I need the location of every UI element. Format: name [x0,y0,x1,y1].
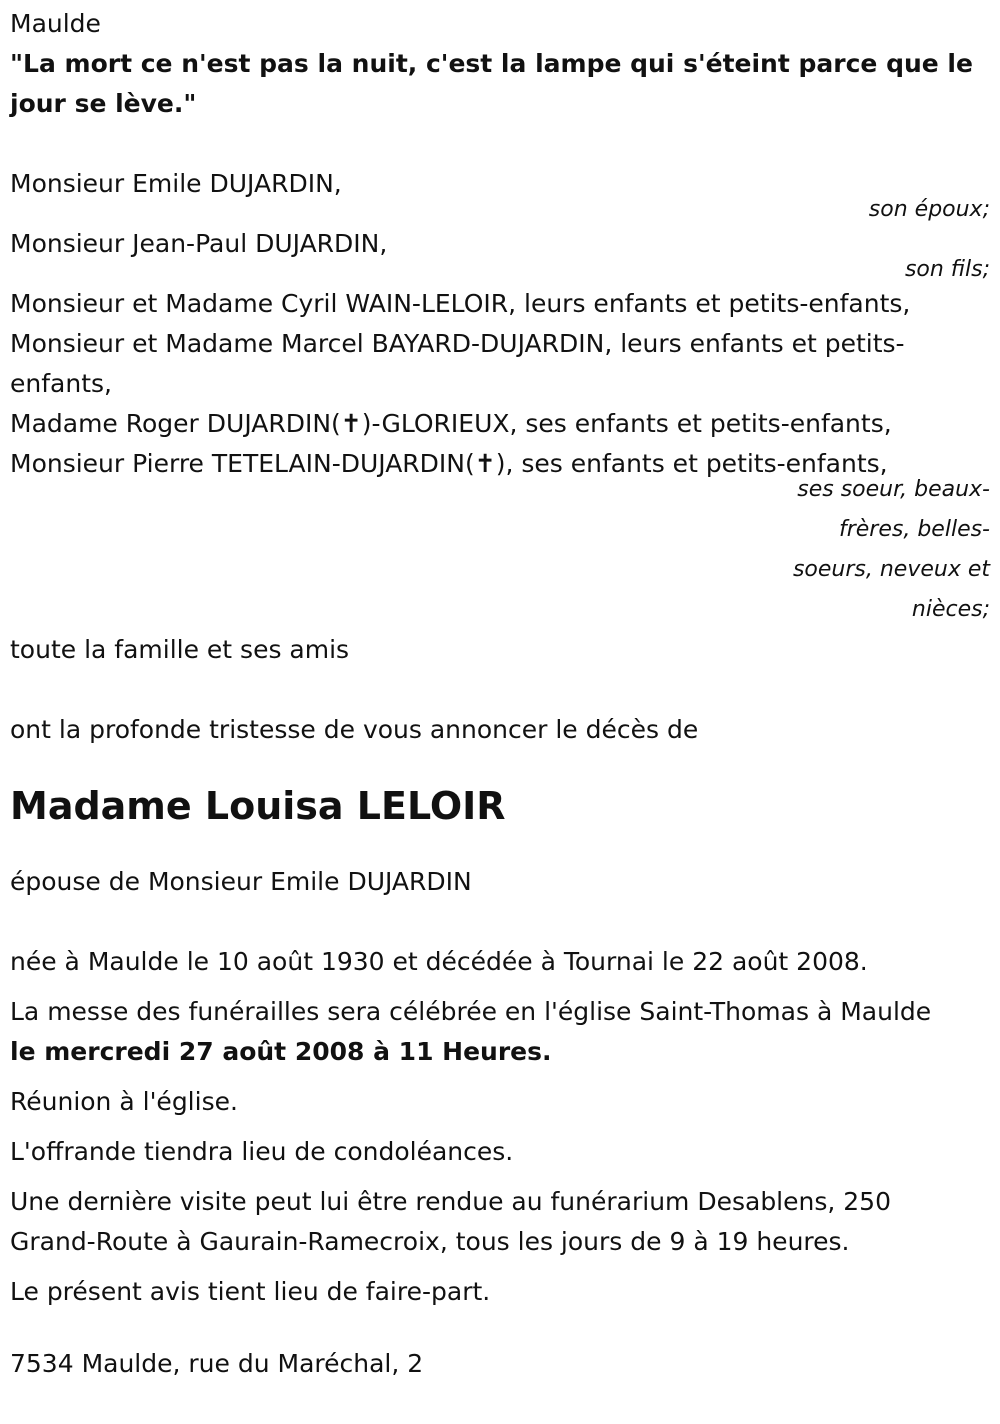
epigraph-quote: "La mort ce n'est pas la nuit, c'est la lampe qui s'éteint parce que le jour se lève." [10,49,973,118]
notice: Le présent avis tient lieu de faire-part. [10,1277,491,1306]
visit-info: Une dernière visite peut lui être rendue au funérarium Desablens, 250 Grand-Route à Gaurain-Ramecroix, tous les jours de 9 à 19 heures. [10,1187,891,1256]
family-entry [10,224,990,290]
siblings-block [10,284,990,630]
sibling-line: Madame Roger DUJARDIN(✝)-GLORIEUX, ses enfants et petits-enfants, [10,409,892,438]
birth-death: née à Maulde le 10 août 1930 et décédée à Tournai le 22 août 2008. [10,947,868,976]
family-member-name: Monsieur Emile DUJARDIN, [10,169,342,198]
deceased-name: Madame Louisa LELOIR [10,784,506,828]
locality: Maulde [10,9,101,38]
family-relation: son fils; [904,257,990,282]
funeral-mass: La messe des funérailles sera célébrée en l'église Saint-Thomas à Maulde [10,997,932,1026]
sibling-line: Monsieur et Madame Marcel BAYARD-DUJARDIN, leurs enfants et petits-enfants, [10,329,905,398]
address: 7534 Maulde, rue du Maréchal, 2 [10,1349,424,1378]
siblings-relation: ses soeur, beaux-frères, belles-soeurs, neveux et nièces; [792,477,990,622]
announcement: ont la profonde tristesse de vous annoncer le décès de [10,715,699,744]
funeral-block [10,992,990,1072]
sibling-line: Monsieur Pierre TETELAIN-DUJARDIN(✝), ses enfants et petits-enfants, [10,449,888,478]
offering: L'offrande tiendra lieu de condoléances. [10,1137,514,1166]
closing-family: toute la famille et ses amis [10,635,350,664]
meeting: Réunion à l'église. [10,1087,238,1116]
deceased-spouse: épouse de Monsieur Emile DUJARDIN [10,867,472,896]
family-member-name: Monsieur Jean-Paul DUJARDIN, [10,229,388,258]
sibling-line: Monsieur et Madame Cyril WAIN-LELOIR, leurs enfants et petits-enfants, [10,289,911,318]
funeral-date: le mercredi 27 août 2008 à 11 Heures. [10,1037,552,1066]
family-entry [10,164,990,230]
family-relation: son époux; [868,197,990,222]
